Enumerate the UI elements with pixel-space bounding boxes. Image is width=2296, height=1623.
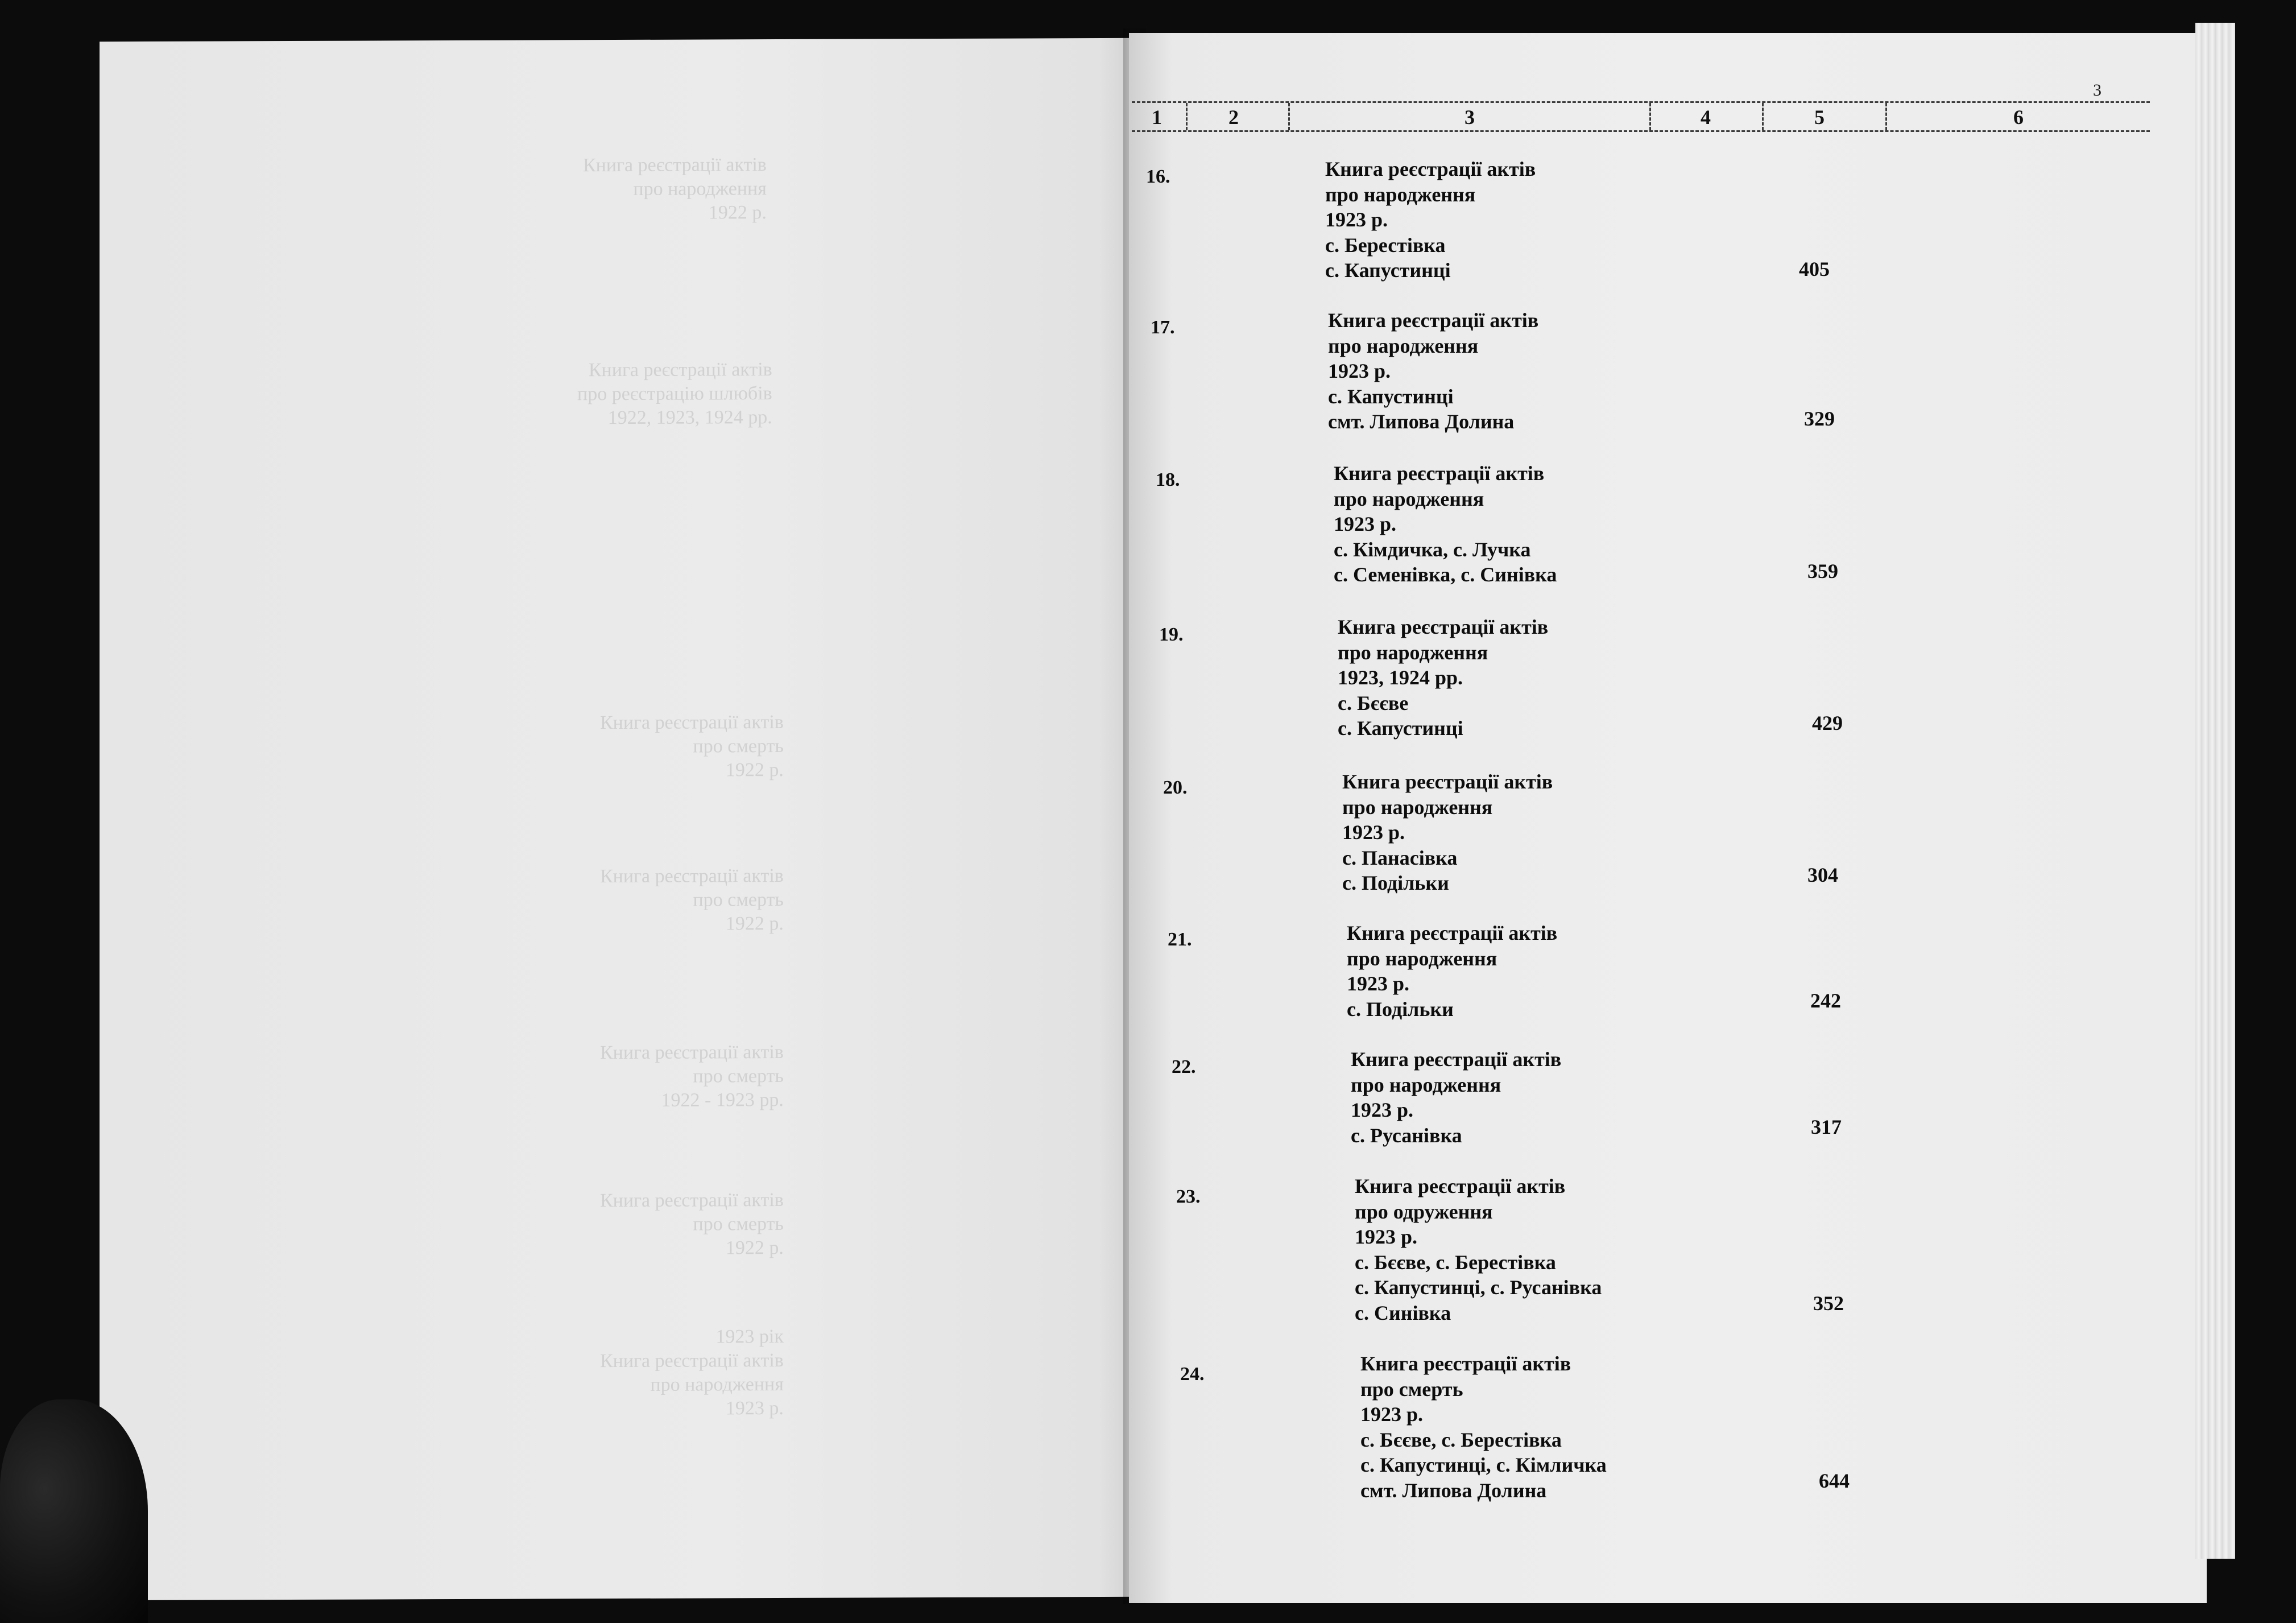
- description-line: Книга реєстрації актів: [1342, 770, 1553, 793]
- sheet-count: 405: [1799, 258, 1830, 280]
- description-line: с. Берестівка: [1325, 233, 1446, 257]
- description-line: смт. Липова Долина: [1360, 1479, 1547, 1502]
- description-line: с. Капустинці, с. Русанівка: [1355, 1276, 1602, 1299]
- description-line: с. Капустинці: [1328, 385, 1454, 408]
- description-line: Книга реєстрації актів: [1325, 158, 1536, 180]
- column-header-2: 2: [1228, 106, 1239, 129]
- description-line: Книга реєстрації актів: [1334, 462, 1545, 485]
- entry-description: [1328, 308, 1538, 435]
- description-line: 1923 р.: [1325, 208, 1388, 231]
- description-line: Книга реєстрації актів: [1355, 1175, 1566, 1197]
- description-line: Книга реєстрації актів: [1351, 1048, 1562, 1071]
- entry-number: 19.: [1159, 624, 1184, 645]
- description-line: 1923 р.: [1342, 821, 1405, 844]
- sheet-count: 352: [1813, 1292, 1844, 1315]
- description-line: Книга реєстрації актів: [1338, 616, 1549, 638]
- entry-description: [1338, 614, 1548, 741]
- column-divider: [1649, 103, 1651, 130]
- description-line: про народження: [1338, 641, 1488, 664]
- description-line: про народження: [1347, 947, 1497, 970]
- sheet-count: 429: [1812, 712, 1843, 734]
- bleed-through-text: Книга реєстрації актів про реєстрацію шлюбів 1922, 1923, 1924 рр.: [577, 359, 772, 429]
- column-header-1: 1: [1152, 106, 1162, 129]
- description-line: про народження: [1325, 183, 1476, 206]
- left-page: [100, 38, 1140, 1600]
- bleed-through-text: Книга реєстрації актів про смерть 1922 р.: [600, 711, 784, 781]
- sheet-count: 304: [1807, 864, 1838, 886]
- table-header: [1132, 101, 2150, 132]
- column-divider: [1762, 103, 1764, 130]
- description-line: про смерть: [1360, 1377, 1463, 1401]
- description-line: про народження: [1351, 1073, 1501, 1096]
- description-line: с. Бєєве: [1338, 691, 1409, 715]
- column-divider: [1288, 103, 1290, 130]
- bleed-through-text: Книга реєстрації актів про смерть 1922 р.: [600, 1189, 784, 1259]
- column-header-6: 6: [2013, 106, 2024, 129]
- description-line: с. Капустинці: [1338, 717, 1463, 740]
- description-line: Книга реєстрації актів: [1360, 1352, 1571, 1375]
- entry-description: [1347, 920, 1557, 1022]
- column-header-4: 4: [1701, 106, 1711, 129]
- entry-number: 20.: [1163, 777, 1188, 798]
- column-header-5: 5: [1814, 106, 1825, 129]
- sheet-count: 317: [1811, 1116, 1842, 1138]
- description-line: про народження: [1328, 334, 1479, 357]
- entry-number: 24.: [1180, 1364, 1205, 1385]
- entry-description: [1325, 156, 1536, 283]
- column-divider: [1186, 103, 1188, 130]
- entry-number: 22.: [1172, 1056, 1196, 1077]
- entry-number: 23.: [1176, 1186, 1201, 1207]
- entry-number: 17.: [1151, 317, 1175, 338]
- bleed-through-text: Книга реєстрації актів про смерть 1922 - 1923 рр.: [600, 1041, 784, 1111]
- description-line: с. Семенівка, с. Синівка: [1334, 563, 1557, 586]
- description-line: с. Бєєве, с. Берестівка: [1355, 1250, 1556, 1274]
- description-line: 1923 р.: [1334, 513, 1397, 535]
- description-line: 1923, 1924 рр.: [1338, 666, 1463, 689]
- thumb-shadow: [0, 1399, 148, 1623]
- entry-description: [1355, 1174, 1602, 1325]
- right-page: [1129, 33, 2207, 1603]
- sheet-count: 644: [1819, 1469, 1850, 1492]
- description-line: с. Подільки: [1342, 872, 1449, 894]
- description-line: с. Кімдичка, с. Лучка: [1334, 538, 1531, 561]
- sheet-count: 329: [1804, 407, 1835, 430]
- entry-description: [1360, 1351, 1607, 1503]
- description-line: с. Бєєве, с. Берестівка: [1360, 1428, 1562, 1451]
- description-line: 1923 р.: [1355, 1225, 1418, 1248]
- description-line: с. Панасівка: [1342, 846, 1458, 869]
- description-line: 1923 р.: [1328, 360, 1391, 382]
- column-divider: [1885, 103, 1887, 130]
- description-line: с. Капустинці: [1325, 259, 1451, 282]
- entry-description: [1334, 461, 1557, 588]
- page-edges: [2195, 23, 2235, 1559]
- entry-description: [1342, 769, 1553, 896]
- description-line: Книга реєстрації актів: [1347, 922, 1558, 944]
- bleed-through-text: Книга реєстрації актів про народження 1922 р.: [583, 154, 767, 224]
- sheet-count: 242: [1810, 989, 1841, 1012]
- description-line: с. Подільки: [1347, 997, 1454, 1021]
- entry-number: 16.: [1146, 166, 1170, 187]
- bleed-through-text: 1923 рік Книга реєстрації актів про народження 1923 р.: [600, 1325, 784, 1419]
- entry-description: [1351, 1047, 1561, 1148]
- entry-number: 18.: [1156, 469, 1180, 490]
- sheet-count: 359: [1807, 560, 1838, 583]
- description-line: Книга реєстрації актів: [1328, 309, 1539, 332]
- column-header-3: 3: [1465, 106, 1475, 129]
- description-line: про народження: [1334, 487, 1484, 510]
- page-number: 3: [2093, 81, 2101, 100]
- description-line: 1923 р.: [1351, 1098, 1414, 1121]
- description-line: 1923 р.: [1347, 972, 1410, 995]
- description-line: про народження: [1342, 795, 1493, 819]
- description-line: с. Русанівка: [1351, 1124, 1462, 1147]
- description-line: с. Синівка: [1355, 1301, 1451, 1324]
- description-line: про одруження: [1355, 1200, 1493, 1223]
- entry-number: 21.: [1168, 929, 1192, 950]
- description-line: с. Капустинці, с. Кімличка: [1360, 1453, 1607, 1476]
- description-line: 1923 р.: [1360, 1403, 1424, 1426]
- bleed-through-text: Книга реєстрації актів про смерть 1922 р.: [600, 865, 784, 935]
- description-line: смт. Липова Долина: [1328, 410, 1515, 433]
